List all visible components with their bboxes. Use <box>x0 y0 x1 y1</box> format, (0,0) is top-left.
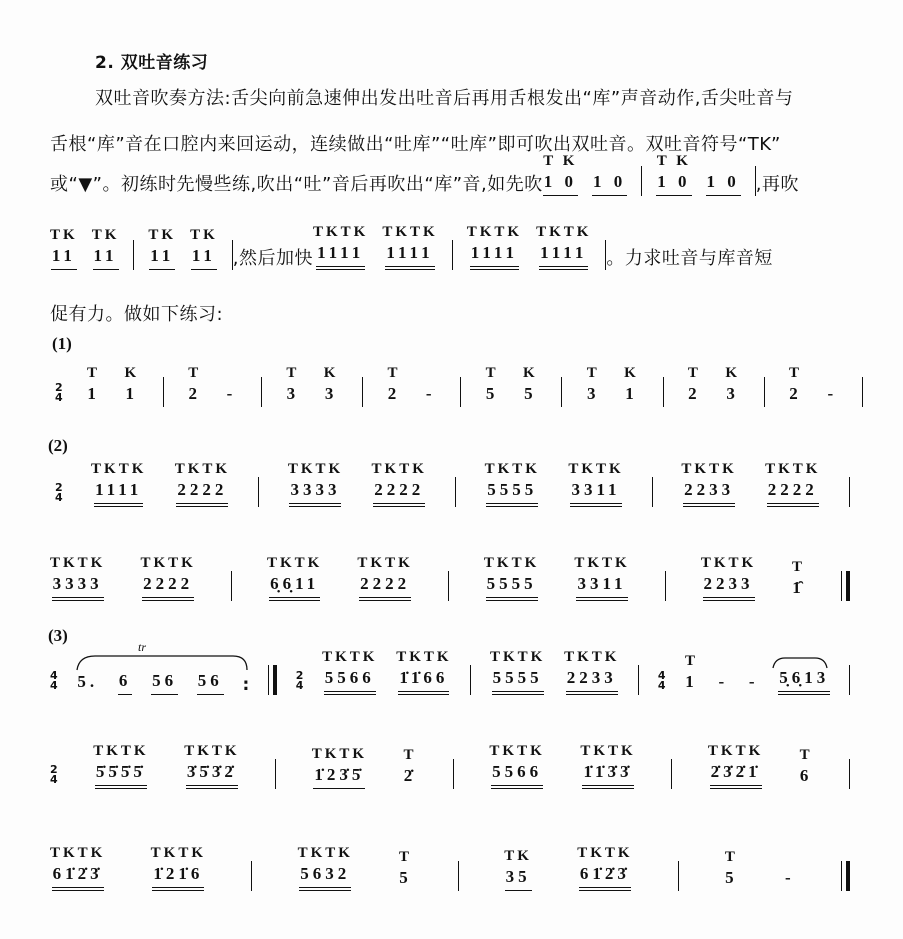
tonguing-syllables: TKTK <box>564 649 620 665</box>
barline <box>231 571 232 601</box>
barline <box>665 571 666 601</box>
note-group <box>574 552 629 601</box>
tonguing-syllables: T <box>188 365 202 381</box>
notes: 11 <box>191 246 217 270</box>
note-group <box>387 362 402 407</box>
note-group <box>485 458 540 507</box>
notes: 5̇5̇5̇5̇ <box>95 762 147 789</box>
notes: 5632 <box>299 864 351 891</box>
note-group <box>708 740 763 789</box>
notes: 2222 <box>142 574 194 601</box>
note-group <box>791 556 806 601</box>
notes: 1111 <box>316 243 365 270</box>
note-group <box>778 646 830 695</box>
notation-line <box>55 362 863 407</box>
notes: 3311 <box>576 574 627 601</box>
notes: - <box>748 672 759 691</box>
note-group <box>226 362 238 407</box>
time-signature-number: 4 <box>50 773 58 786</box>
note-group <box>568 458 623 507</box>
barline <box>678 861 679 891</box>
exercise-label: (1) <box>52 334 72 353</box>
notes: 1 <box>625 384 638 403</box>
note-group <box>788 362 803 407</box>
time-signature <box>55 383 63 403</box>
barline <box>652 477 653 507</box>
notes: 3 <box>726 384 739 403</box>
notation-line <box>50 646 850 695</box>
notes: 1 <box>685 672 698 691</box>
paragraph-text: ,然后加快 <box>232 248 313 269</box>
inline-notation <box>50 224 233 270</box>
paragraph-line <box>50 150 799 196</box>
tonguing-syllables: TKTK <box>681 461 737 477</box>
notes: 2222 <box>359 574 411 601</box>
tonguing-syllables: TKTK <box>266 555 323 571</box>
paragraph-line: 双吐音吹奏方法:舌尖向前急速伸出发出吐音后再用舌根发出“库”声音动作,舌尖吐音与 <box>95 88 794 109</box>
barline <box>849 477 850 507</box>
tonguing-syllables: TKTK <box>700 555 757 571</box>
time-signature <box>50 765 58 785</box>
notes: - <box>718 672 729 691</box>
tonguing-syllables: TKTK <box>371 461 427 477</box>
notes: 5555 <box>486 480 538 507</box>
note-group <box>504 845 532 891</box>
note-group <box>197 649 224 695</box>
paragraph-text: 或“▼”。初练时先慢些练,吹出“吐”音后再吹出“库”音,如先吹 <box>50 174 543 195</box>
notes: 5555 <box>486 574 538 601</box>
notes: 1111 <box>539 243 588 270</box>
tonguing-syllables: TKTK <box>568 461 624 477</box>
note-group <box>687 362 702 407</box>
notes: 1111 <box>94 480 143 507</box>
barline <box>460 377 461 407</box>
barline <box>862 377 863 407</box>
exercise-label: (3) <box>48 626 68 645</box>
tonguing-syllables: TKTK <box>322 649 378 665</box>
note-group <box>184 740 239 789</box>
tonguing-syllables: K <box>725 365 740 381</box>
note-group <box>523 362 538 407</box>
time-signature <box>55 483 63 503</box>
barline <box>641 166 642 196</box>
tonguing-syllables: K <box>323 365 339 381</box>
tonguing-syllables: TKTK <box>707 743 764 759</box>
note-group <box>140 552 195 601</box>
note-group <box>372 458 427 507</box>
tonguing-syllables: TKTK <box>574 555 630 571</box>
notation-line <box>55 458 850 507</box>
notes: - <box>784 868 795 887</box>
note-group <box>50 842 105 891</box>
tonguing-syllables: T <box>398 849 412 865</box>
notes: 1 0 <box>706 172 741 196</box>
barline <box>455 477 456 507</box>
note-group <box>586 362 601 407</box>
notes: 5̣6̣13 <box>778 668 830 695</box>
notes: 3333 <box>52 574 104 601</box>
note-group <box>151 842 206 891</box>
tonguing-syllables: T <box>586 365 600 381</box>
time-signature-number: 2 <box>55 481 63 494</box>
notes: 3 <box>587 384 600 403</box>
time-signature-number: 4 <box>50 679 58 692</box>
barline <box>362 377 363 407</box>
notes: 6 <box>118 671 133 695</box>
tonguing-syllables: K <box>124 365 140 381</box>
barline <box>251 861 252 891</box>
tonguing-syllables: TKTK <box>312 224 369 240</box>
tonguing-syllables: TKTK <box>91 461 147 477</box>
tonguing-syllables: TKTK <box>765 461 821 477</box>
notes: 1̇1̇66 <box>398 668 449 695</box>
note-group <box>93 740 148 789</box>
barline <box>671 759 672 789</box>
double-barline <box>268 665 277 695</box>
tonguing-syllables: TKTK <box>311 746 368 762</box>
notes: 6̣6̣11 <box>269 574 320 601</box>
note-group <box>175 458 230 507</box>
tonguing-syllables: K <box>523 365 538 381</box>
notes: 2233 <box>683 480 735 507</box>
notes: 1111 <box>385 243 434 270</box>
tonguing-syllables: TKTK <box>50 845 106 861</box>
barline <box>275 759 276 789</box>
tonguing-syllables: T <box>403 747 417 763</box>
notes: 5555 <box>492 668 544 695</box>
note-group <box>748 650 760 695</box>
note-group <box>124 362 139 407</box>
note-group <box>577 842 632 891</box>
tonguing-syllables: TKTK <box>466 224 523 240</box>
tonguing-syllables: TKTK <box>184 743 240 759</box>
notes: 2̇ <box>403 766 417 785</box>
note-group <box>91 458 146 507</box>
note-group <box>403 744 418 789</box>
note-group <box>322 646 377 695</box>
notes: 1 <box>125 384 139 403</box>
notation-line <box>50 740 850 789</box>
note-group <box>624 362 639 407</box>
notes: 61̇2̇3̇ <box>52 864 104 891</box>
tonguing-syllables: T <box>87 365 101 381</box>
time-signature <box>296 671 304 691</box>
notes: 5 <box>725 868 738 887</box>
note-group <box>151 649 178 695</box>
note-group <box>656 150 691 196</box>
notes: 5 <box>485 384 499 403</box>
note-group <box>725 362 740 407</box>
notes: 2222 <box>373 480 425 507</box>
note-group <box>288 458 343 507</box>
time-signature-number: 4 <box>657 679 666 692</box>
tonguing-syllables: TKTK <box>577 845 633 861</box>
paragraph-line: 促有力。做如下练习: <box>50 304 224 325</box>
notes: 2222 <box>176 480 228 507</box>
notes: 3 <box>324 384 338 403</box>
note-group <box>684 650 699 695</box>
tonguing-syllables: TKTK <box>580 743 636 759</box>
note-group <box>489 740 544 789</box>
note-group <box>298 842 353 891</box>
notes: 56 <box>151 671 178 695</box>
barline <box>458 861 459 891</box>
notation-line <box>50 842 850 891</box>
notes: 35 <box>505 867 532 891</box>
barline <box>638 665 639 695</box>
note-group <box>286 362 301 407</box>
note-group <box>425 362 437 407</box>
note-group <box>396 646 451 695</box>
inline-notation <box>543 150 756 196</box>
notes: 2222 <box>767 480 819 507</box>
note-group <box>267 552 322 601</box>
tonguing-syllables: TKTK <box>287 461 344 477</box>
notes: 2 <box>688 384 701 403</box>
barline <box>453 759 454 789</box>
tonguing-syllables: T <box>684 653 698 669</box>
barline <box>561 377 562 407</box>
barline <box>258 477 259 507</box>
time-signature <box>50 671 58 691</box>
notes: 1 0 <box>656 172 691 196</box>
note-group <box>485 362 500 407</box>
note-group <box>826 362 838 407</box>
barline <box>133 240 134 270</box>
tonguing-syllables: TKTK <box>93 743 149 759</box>
note-group <box>580 740 635 789</box>
notes: 61̇2̇3̇ <box>579 864 631 891</box>
tonguing-syllables: TKTK <box>140 555 196 571</box>
tonguing-syllables: T <box>724 849 738 865</box>
notes: 2̇3̇2̇1̇ <box>710 762 762 789</box>
notes: 5566 <box>324 668 376 695</box>
tonguing-syllables: T <box>789 365 803 381</box>
note-group <box>382 221 437 270</box>
barline <box>470 665 471 695</box>
note-group <box>86 362 101 407</box>
tonguing-syllables: T <box>687 365 701 381</box>
barline <box>663 377 664 407</box>
note-group <box>724 846 739 891</box>
notes: 1111 <box>470 243 519 270</box>
time-signature-number: 4 <box>50 669 58 682</box>
tonguing-syllables: TK <box>50 227 78 243</box>
tonguing-syllables: TK <box>148 227 177 243</box>
paragraph-text: ,再吹 <box>755 174 799 195</box>
note-group <box>313 221 368 270</box>
tonguing-syllables: TKTK <box>357 555 413 571</box>
paragraph-line <box>50 222 773 270</box>
notes: 2 <box>789 384 802 403</box>
tonguing-syllables: TK <box>504 848 532 864</box>
time-signature-number: 4 <box>55 491 63 504</box>
tonguing-syllables: T <box>286 365 300 381</box>
note-group <box>536 221 591 270</box>
barline <box>261 377 262 407</box>
note-group <box>543 150 578 196</box>
notes: 2 <box>387 384 401 403</box>
tonguing-syllables: TK <box>91 227 120 243</box>
note-group <box>312 743 367 789</box>
notes: - <box>226 384 237 403</box>
tonguing-syllables: TKTK <box>382 224 438 240</box>
tonguing-syllables: TKTK <box>50 555 106 571</box>
time-signature-number: 2 <box>50 763 58 776</box>
time-signature-number: 4 <box>657 669 666 682</box>
note-group <box>681 458 736 507</box>
tonguing-syllables: T <box>799 747 813 763</box>
note-group <box>118 649 133 695</box>
notes: 1 0 <box>592 172 627 196</box>
barline <box>452 240 453 270</box>
tonguing-syllables: K <box>624 365 639 381</box>
barline <box>448 571 449 601</box>
time-signature-number: 2 <box>295 669 304 682</box>
repeat-sign: : <box>242 675 250 695</box>
tonguing-syllables: TK <box>190 227 218 243</box>
notes: 1̇23̇5̇ <box>313 765 365 789</box>
notes: 3̇5̇3̇2̇ <box>186 762 238 789</box>
notes: - <box>425 384 436 403</box>
tonguing-syllables: T K <box>543 153 578 169</box>
note-group <box>490 646 545 695</box>
notes: 2233 <box>566 668 618 695</box>
tonguing-syllables: TKTK <box>297 845 353 861</box>
notes: 5 <box>399 868 412 887</box>
barline <box>849 665 850 695</box>
barline <box>764 377 765 407</box>
notes: 11 <box>51 246 77 270</box>
notes: 1 0 <box>543 172 578 196</box>
note-group <box>765 458 820 507</box>
tonguing-syllables: TKTK <box>150 845 206 861</box>
notes: 5 <box>524 384 537 403</box>
notes: 11 <box>93 246 119 270</box>
paragraph-text: 。力求吐音与库音短 <box>606 248 773 269</box>
note-group <box>799 744 814 789</box>
notes: 11 <box>149 246 175 270</box>
trill-mark: tr <box>138 640 147 654</box>
note-group <box>484 552 539 601</box>
note-group <box>187 362 202 407</box>
time-signature-number: 4 <box>55 391 63 404</box>
notes: 3333 <box>289 480 341 507</box>
notes: 2233 <box>703 574 755 601</box>
double-barline <box>841 571 850 601</box>
notes: 5566 <box>491 762 543 789</box>
time-signature <box>658 671 666 691</box>
notes: 6 <box>799 766 813 785</box>
tonguing-syllables: TKTK <box>536 224 592 240</box>
note-group <box>76 650 99 695</box>
note-group <box>701 552 756 601</box>
notes: 1̇1̇3̇3̇ <box>582 762 633 789</box>
note-group <box>717 650 729 695</box>
barline <box>163 377 164 407</box>
note-group <box>190 224 218 270</box>
paragraph-line: 舌根“库”音在口腔内来回运动，连续做出“吐库”“吐库”即可吹出双吐音。双吐音符号“TK” <box>50 134 781 155</box>
notation-line <box>50 552 850 601</box>
note-group <box>592 150 627 196</box>
note-group <box>564 646 619 695</box>
note-group <box>467 221 522 270</box>
notes: 3 <box>286 384 300 403</box>
tonguing-syllables: T <box>387 365 401 381</box>
tonguing-syllables: TKTK <box>489 743 545 759</box>
section-heading: 2. 双吐音练习 <box>95 53 209 73</box>
note-group <box>324 362 339 407</box>
tonguing-syllables: TKTK <box>490 649 546 665</box>
time-signature-number: 4 <box>295 679 304 692</box>
notes: - <box>827 384 838 403</box>
tonguing-syllables: TKTK <box>483 555 540 571</box>
barline <box>849 759 850 789</box>
notes: 2 <box>188 384 201 403</box>
note-group <box>706 150 741 196</box>
notes: 56 <box>197 671 224 695</box>
notes: 5. <box>77 672 99 691</box>
tonguing-syllables: TKTK <box>484 461 540 477</box>
tonguing-syllables: T K <box>656 153 691 169</box>
note-group <box>50 552 105 601</box>
tonguing-syllables: T <box>485 365 499 381</box>
tonguing-syllables: TKTK <box>174 461 231 477</box>
double-barline <box>841 861 850 891</box>
notes: 1̇21̇6 <box>152 864 204 891</box>
note-group <box>398 846 413 891</box>
notes: 3311 <box>570 480 621 507</box>
note-group <box>50 224 78 270</box>
time-signature-number: 2 <box>55 381 63 394</box>
notes: 1̑ <box>792 578 805 597</box>
tonguing-syllables: T <box>792 559 806 575</box>
note-group <box>784 846 796 891</box>
tonguing-syllables: TKTK <box>396 649 452 665</box>
note-group <box>357 552 412 601</box>
exercise-label: (2) <box>48 436 68 455</box>
notes: 1 <box>87 384 100 403</box>
note-group <box>92 224 120 270</box>
note-group <box>148 224 176 270</box>
inline-notation <box>313 221 606 270</box>
